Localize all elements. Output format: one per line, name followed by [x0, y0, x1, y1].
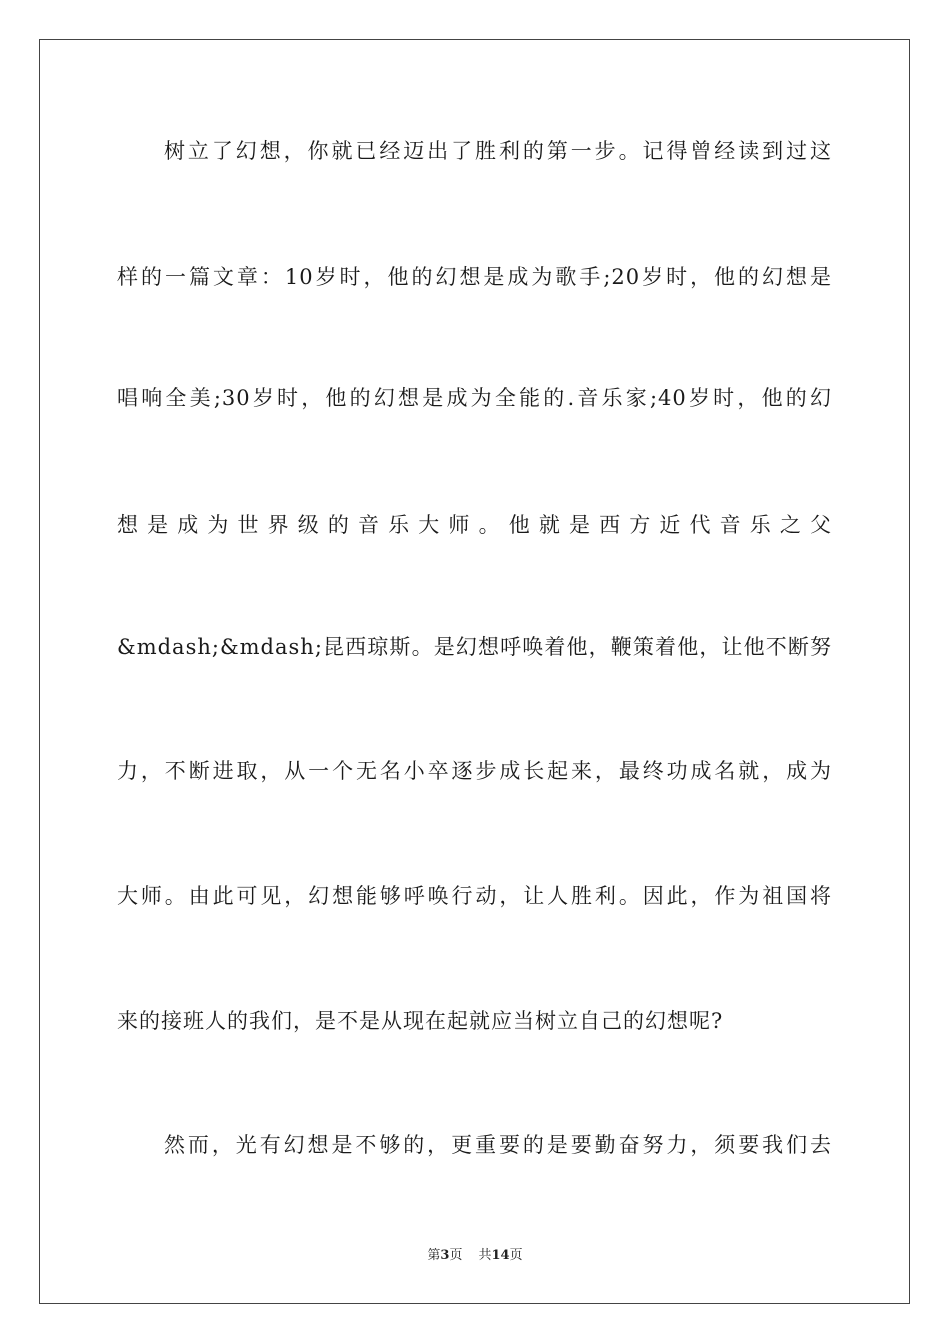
paragraph-line: 来的接班人的我们，是不是从现在起就应当树立自己的幻想呢?: [117, 1009, 724, 1033]
paragraph-line: 样的一篇文章：10岁时，他的幻想是成为歌手;20岁时，他的幻想是: [117, 265, 832, 289]
paragraph-line: 大师。由此可见，幻想能够呼唤行动，让人胜利。因此，作为祖国将: [117, 884, 832, 908]
paragraph-line: 力，不断进取，从一个无名小卒逐步成长起来，最终功成名就，成为: [117, 759, 832, 783]
total-prefix: 共: [478, 1248, 492, 1263]
total-suffix: 页: [509, 1248, 523, 1263]
paragraph-line: 唱响全美;30岁时，他的幻想是成为全能的.音乐家;40岁时，他的幻: [117, 386, 832, 410]
paragraph-line: &mdash;&mdash;昆西琼斯。是幻想呼唤着他，鞭策着他，让他不断努: [117, 635, 832, 659]
paragraph-line: 树立了幻想，你就已经迈出了胜利的第一步。记得曾经读到过这: [164, 139, 832, 163]
paragraph-line: 想是成为世界级的音乐大师。他就是西方近代音乐之父: [117, 513, 832, 537]
page-number: 3: [440, 1248, 450, 1263]
page-prefix: 第: [427, 1248, 441, 1263]
page-border: [39, 39, 910, 1304]
paragraph-line: 然而，光有幻想是不够的，更重要的是要勤奋努力，须要我们去: [164, 1133, 832, 1157]
page-footer: [0, 1247, 950, 1265]
page-suffix: 页: [449, 1248, 463, 1263]
total-pages: 14: [491, 1248, 510, 1263]
